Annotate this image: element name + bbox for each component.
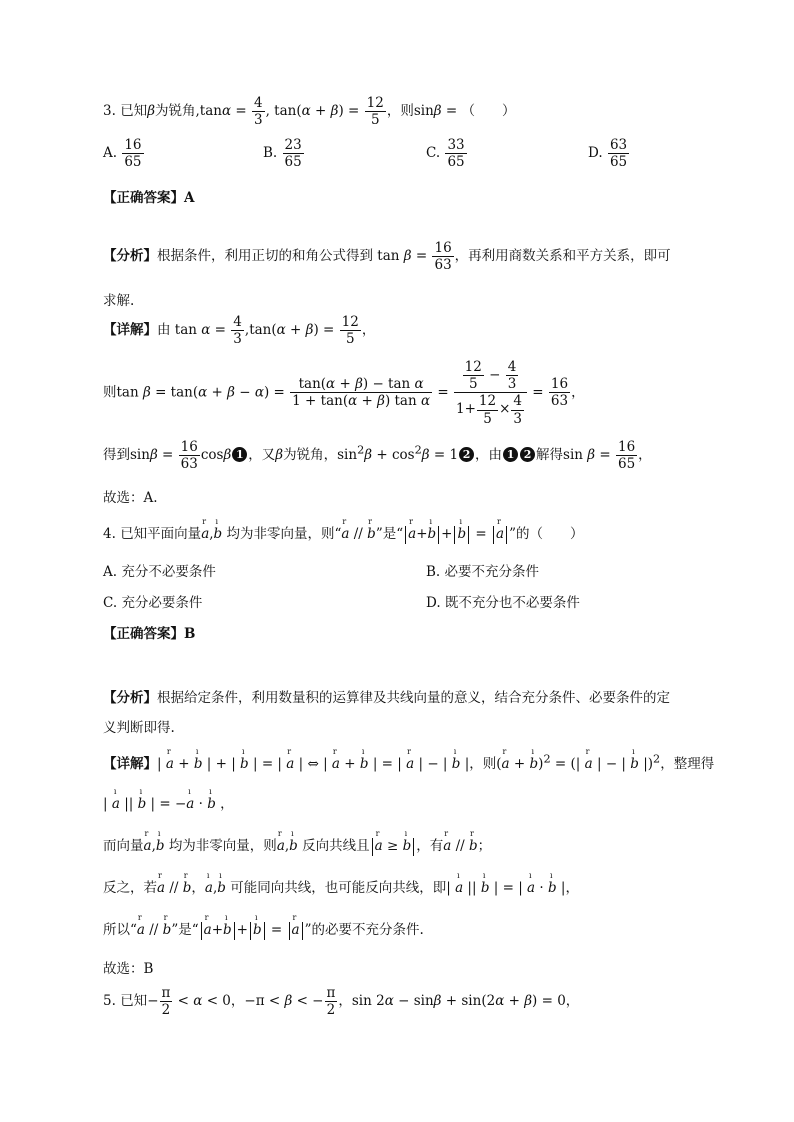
q4-stem: 4. 已知平面向量r a,ı b 均为非零向量，则“r a // r b”是“r a+ı b +ı b = r a ”的（ ） <box>103 522 584 544</box>
q4-option-d[interactable]: D. 既不充分也不必要条件 <box>426 595 580 611</box>
q4-analysis-cont: 义判断即得. <box>103 720 175 736</box>
q3-option-d[interactable]: D. $\frac{63}{65}$ <box>588 137 628 171</box>
q4-answer: 【正确答案】B <box>103 626 196 642</box>
q4-option-b[interactable]: B. 必要不充分条件 <box>426 564 540 580</box>
q4-option-c[interactable]: C. 充分必要条件 <box>103 595 203 611</box>
q4-line-b: 而向量r a,ı b 均为非零向量，则r a,ı b 反向共线且r a ≥ ı b ，有r a // r b； <box>103 834 491 856</box>
q4-detail-cont: | ı a || ı b | = −ı a · ı b ， <box>103 792 234 812</box>
q4-line-d: 所以“r a // r b”是“r a+ı b +ı b = r a ”的必要不充分条件. <box>103 918 424 940</box>
q3-option-a[interactable]: A. $\frac{16}{65}$ <box>103 137 142 171</box>
q5-number: 5. <box>103 993 116 1010</box>
q3-result: 得到sinβ = $\frac{16}{63}$ cosβ 1 ，又β为锐角，$\sin^2\beta + \cos^2\beta = 1$ 2 ，由 1 2 解得sin β = $\frac{16}{65}$ ， <box>103 439 652 473</box>
q3-option-c[interactable]: C. $\frac{33}{65}$ <box>426 137 465 171</box>
q3-answer: 【正确答案】A <box>103 190 195 206</box>
q4-line-c: 反之，若r a // r b，ı a,ı b 可能同向共线，也可能反向共线，即| ı a || ı b | = | ı a · ı b |， <box>103 876 579 896</box>
q3-detail: 【详解】由 tan α = $\frac{4}{3}$ ,tan(α + β) = $\frac{12}{5}$ ， <box>103 314 376 348</box>
q4-choice: 故选：B <box>103 961 154 977</box>
q3-option-b[interactable]: B. $\frac{23}{65}$ <box>263 137 302 171</box>
q3-tan-alpha-fraction: $\frac{4}{3}$ <box>254 95 263 129</box>
q4-option-a[interactable]: A. 充分不必要条件 <box>103 564 216 580</box>
q3-choice: 故选：A. <box>103 490 158 506</box>
q3-number: 3. <box>103 103 116 120</box>
q3-analysis-cont: 求解. <box>103 293 135 309</box>
q5-stem: 5. 已知− $\frac{\pi}{2}$ < α < 0，−π < β < − $\frac{\pi}{2}$ ，sin 2α − sinβ + sin(2α + β) = 0， <box>103 985 580 1019</box>
q3-stem: 3. 已知β为锐角,tanα = $\frac{4}{3}$ , tan(α + β) = $\frac{12}{5}$ ，则sinβ = （ ） <box>103 95 516 129</box>
q3-tan-sum-fraction: $\frac{12}{5}$ <box>366 95 384 129</box>
q4-analysis: 【分析】根据给定条件，利用数量积的运算律及共线向量的意义，结合充分条件、必要条件的定 <box>103 690 670 706</box>
q3-derivation: 则tan β = tan(α + β − α) = $\frac{\text{tan(α + β) − tan α}}{\text{1 + tan(α + β) tan α}}$ = $\frac{12}{5}$ − $\frac{4}{3}$ 1+ $\frac{12}{5}$ × $\frac{4}{3}$ = $\frac{16}{63}$ ， <box>103 359 585 427</box>
q4-number: 4. <box>103 526 116 542</box>
q3-analysis: 【分析】根据条件，利用正切的和角公式得到 tan β = $\frac{16}{63}$ ，再利用商数关系和平方关系，即可 <box>103 240 671 274</box>
q4-detail: 【详解】| r a + ı b | + | ı b | = | r a | ⇔ | r a + ı b | = | r a | − | ı b |，则(r a + ı b)$^2$ = (| r a | − | ı b |)$^2$，整理得 <box>103 752 714 772</box>
